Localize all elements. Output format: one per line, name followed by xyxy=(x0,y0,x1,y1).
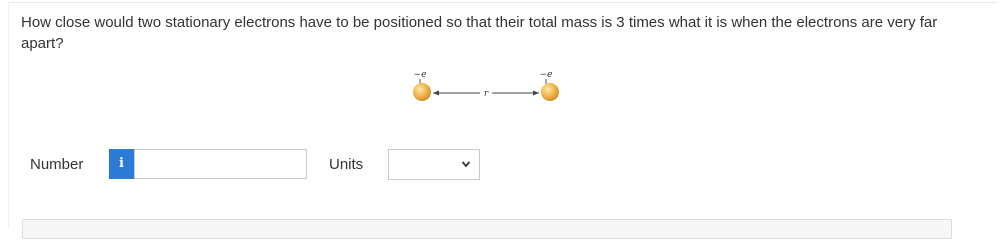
arrowhead-right xyxy=(533,91,539,96)
chevron-down-icon xyxy=(461,159,471,169)
units-label: Units xyxy=(329,156,364,173)
feedback-box xyxy=(22,219,952,239)
number-input[interactable] xyxy=(134,149,307,179)
electron-diagram xyxy=(398,60,578,110)
number-label: Number xyxy=(30,156,84,173)
info-icon[interactable]: i xyxy=(109,149,134,179)
arrowhead-left xyxy=(433,91,439,96)
left-charge-label: −e xyxy=(413,70,427,80)
left-electron xyxy=(413,83,431,101)
answer-row xyxy=(0,147,1005,181)
right-charge-label: −e xyxy=(539,70,553,80)
separation-label: r xyxy=(483,89,489,99)
question-text: How close would two stationary electrons have to be positioned so that their total mass is 3 times what it is when the electrons are very far apart? xyxy=(21,14,938,52)
units-select[interactable] xyxy=(388,149,480,180)
right-electron xyxy=(541,83,559,101)
electron-diagram-svg xyxy=(398,60,578,110)
